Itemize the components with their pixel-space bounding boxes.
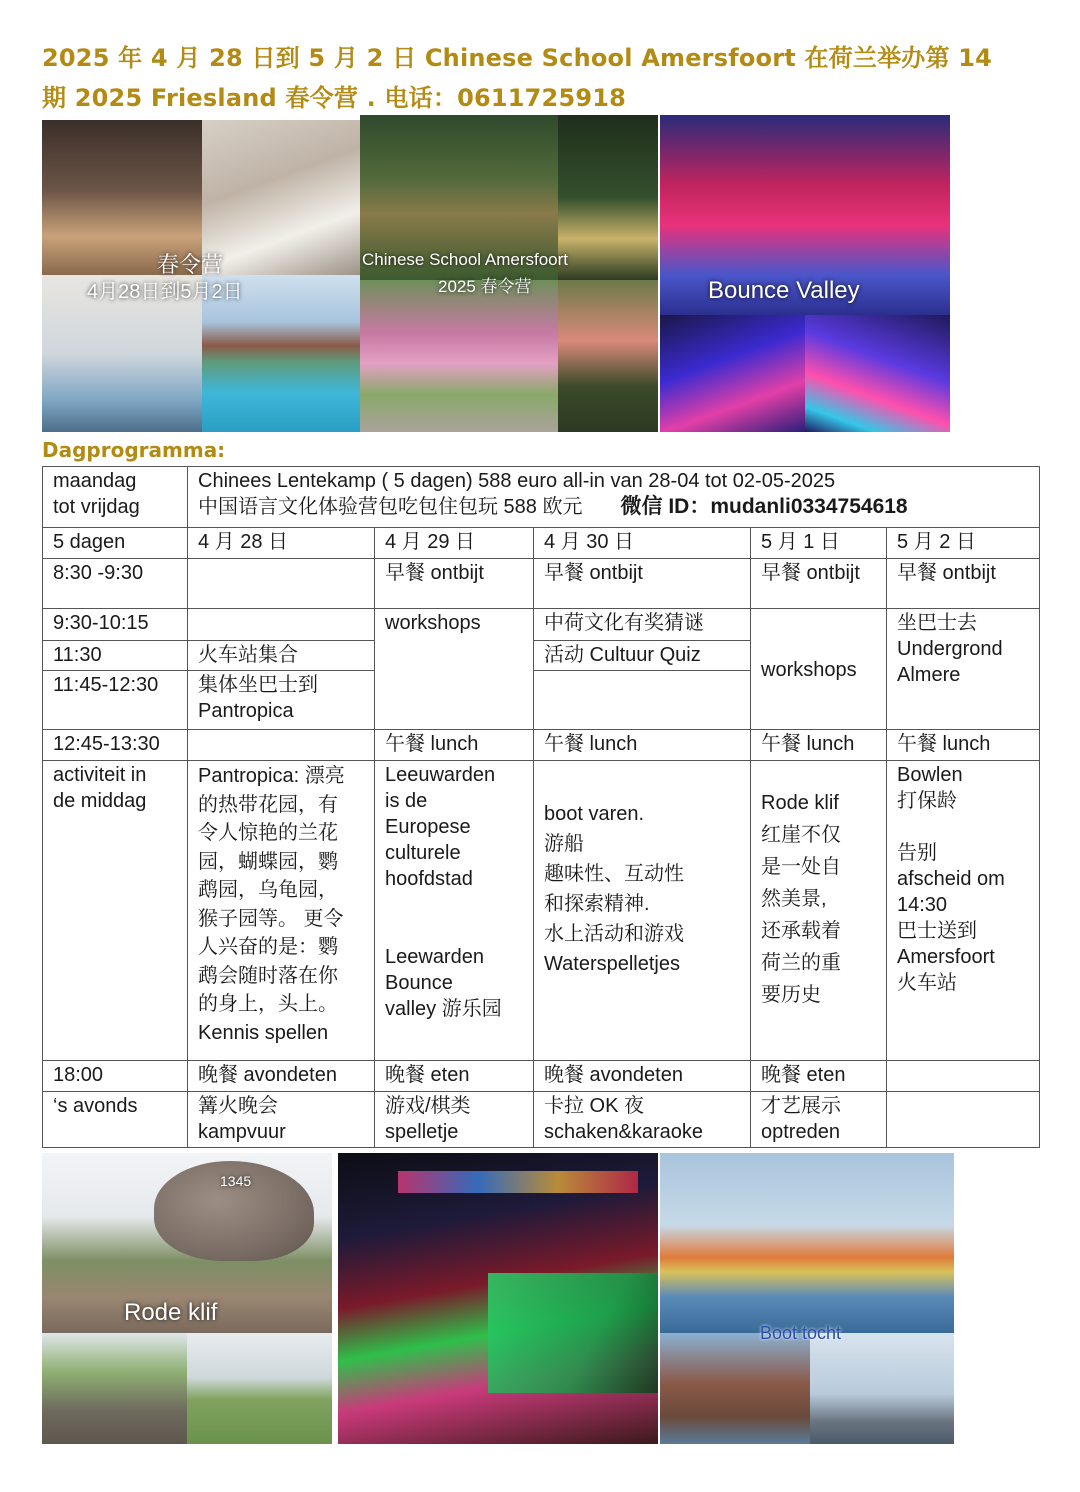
intro-line-2-text: 中国语言文化体验营包吃包住包玩 588 欧元 [198,496,583,518]
table-row [43,559,1040,609]
photo-statue [810,1333,954,1444]
thu-dinner-cell: 晚餐 eten [751,1061,887,1092]
schedule-table [42,466,1040,1148]
wed-930-cell: 中荷文化有奖猜谜 [534,609,751,641]
mon-evening-cell: 篝火晚会 kampvuur [188,1092,375,1148]
thu-morning-cell: workshops [751,609,887,730]
rock-inscription: 1345 [220,1173,252,1189]
photo-pantropica [360,115,658,432]
breakfast-cell: 早餐 ontbijt [375,559,534,609]
wed-evening-cell: 卡拉 OK 夜 schaken&karaoke [534,1092,751,1148]
tue-dinner-cell: 晚餐 eten [375,1061,534,1092]
empty-cell [887,1061,1040,1092]
photo-bounce-valley [660,115,950,432]
photo-boat-trip [660,1153,954,1444]
intro-cell [188,467,1040,528]
breakfast-cell: 早餐 ontbijt [887,559,1040,609]
fri-morning-cell: 坐巴士去 Undergrond Almere [887,609,1040,730]
page-title [42,38,1042,118]
empty-cell [887,1092,1040,1148]
caption-dates: 4月28日到5月2日 [87,281,243,303]
photo-glow-area [660,315,805,432]
table-row [43,609,1040,641]
photo-toucan [558,115,658,280]
table-row [43,467,1040,528]
fri-afternoon-cell: Bowlen 打保龄 告别 afscheid om 14:30 巴士送到 Amersfoort 火车站 [887,761,1040,1061]
bowling-lanes [488,1273,658,1393]
thu-afternoon-cell: Rode klif 红崖不仅 是一处自 然美景, 还承载着 荷兰的重 要历史 [751,761,887,1061]
caption-bounce-valley: Bounce Valley [708,277,860,304]
table-row [43,730,1040,761]
mon-1145-cell: 集体坐巴士到 Pantropica [188,671,375,730]
time-cell: 8:30 -9:30 [43,559,188,609]
evening-label: ‘s avonds [43,1092,188,1148]
section-title: Dagprogramma: [42,438,226,462]
col-header: 5 月 1 日 [751,528,887,559]
lunch-cell: 午餐 lunch [534,730,751,761]
lunch-cell: 午餐 lunch [751,730,887,761]
bowling-screens [398,1171,638,1193]
photo-meadow [187,1333,332,1444]
photo-flamingos [558,280,658,432]
empty-cell [188,730,375,761]
tue-morning-cell: workshops [375,609,534,730]
photo-fish-sculpture [660,1333,810,1444]
photo-harbour [660,1153,954,1333]
table-row [43,761,1040,1061]
afternoon-label: activiteit in de middag [43,761,188,1061]
time-cell: 11:30 [43,641,188,671]
empty-cell [534,671,751,730]
photo-bowling [338,1153,658,1444]
wechat-id: 微信 ID：mudanli0334754618 [620,495,908,518]
photo-rode-klif [42,1153,332,1444]
wed-dinner-cell: 晚餐 avondeten [534,1061,751,1092]
wed-afternoon-cell: boot varen. 游船 趣味性、互动性 和探索精神. 水上活动和游戏 Waterspelletjes [534,761,751,1061]
photo-flower-garden [360,280,558,432]
lunch-cell: 午餐 lunch [375,730,534,761]
title-line-1: 2025 年 4 月 28 日到 5 月 2 日 Chinese School Amersfoort 在荷兰举办第 14 [42,44,993,72]
col-header: 5 月 2 日 [887,528,1040,559]
empty-cell [188,559,375,609]
time-cell: 12:45-13:30 [43,730,188,761]
mon-afternoon-cell: Pantropica: 漂亮 的热带花园，有 令人惊艳的兰花 园，蝴蝶园，鹦 鹉园，乌龟园， 猴子园等。 更令 人兴奋的是：鹦 鹉会随时落在你 的身上，头上。 Kennis spellen [188,761,375,1061]
photo-bedroom-attic [202,120,360,275]
tue-afternoon-cell: Leeuwarden is de Europese culturele hoofdstad Leewarden Bounce valley 游乐园 [375,761,534,1061]
col-header: 4 月 29 日 [375,528,534,559]
mon-1130-cell: 火车站集合 [188,641,375,671]
intro-line-2 [198,494,1029,520]
time-cell: 18:00 [43,1061,188,1092]
table-row [43,1092,1040,1148]
col-header: 4 月 30 日 [534,528,751,559]
thu-evening-cell: 才艺展示 optreden [751,1092,887,1148]
table-header-row [43,528,1040,559]
table-row [43,1061,1040,1092]
breakfast-cell: 早餐 ontbijt [534,559,751,609]
wed-1130-cell: 活动 Cultuur Quiz [534,641,751,671]
breakfast-cell: 早餐 ontbijt [751,559,887,609]
col-header: 4 月 28 日 [188,528,375,559]
time-cell: 11:45-12:30 [43,671,188,730]
photo-neon-inflatables [805,315,950,432]
caption-school: Chinese School Amersfoort [362,250,568,269]
mon-dinner-cell: 晚餐 avondeten [188,1061,375,1092]
intro-label: maandag tot vrijdag [43,467,188,528]
photo-holiday-house [42,120,360,432]
lunch-cell: 午餐 lunch [887,730,1040,761]
title-line-2: 期 2025 Friesland 春令营 . 电话：0611725918 [42,84,627,112]
intro-line-1: Chinees Lentekamp ( 5 dagen) 588 euro all-in van 28-04 tot 02-05-2025 [198,470,836,492]
time-cell: 9:30-10:15 [43,609,188,641]
tue-evening-cell: 游戏/棋类 spelletje [375,1092,534,1148]
caption-spring-camp: 春令营 [157,252,224,277]
caption-boot-tocht: Boot tocht [760,1323,842,1343]
empty-cell [188,609,375,641]
caption-rode-klif: Rode klif [124,1299,218,1326]
col-header: 5 dagen [43,528,188,559]
photo-dike [42,1333,187,1444]
caption-camp-2025: 2025 春令营 [438,277,532,296]
